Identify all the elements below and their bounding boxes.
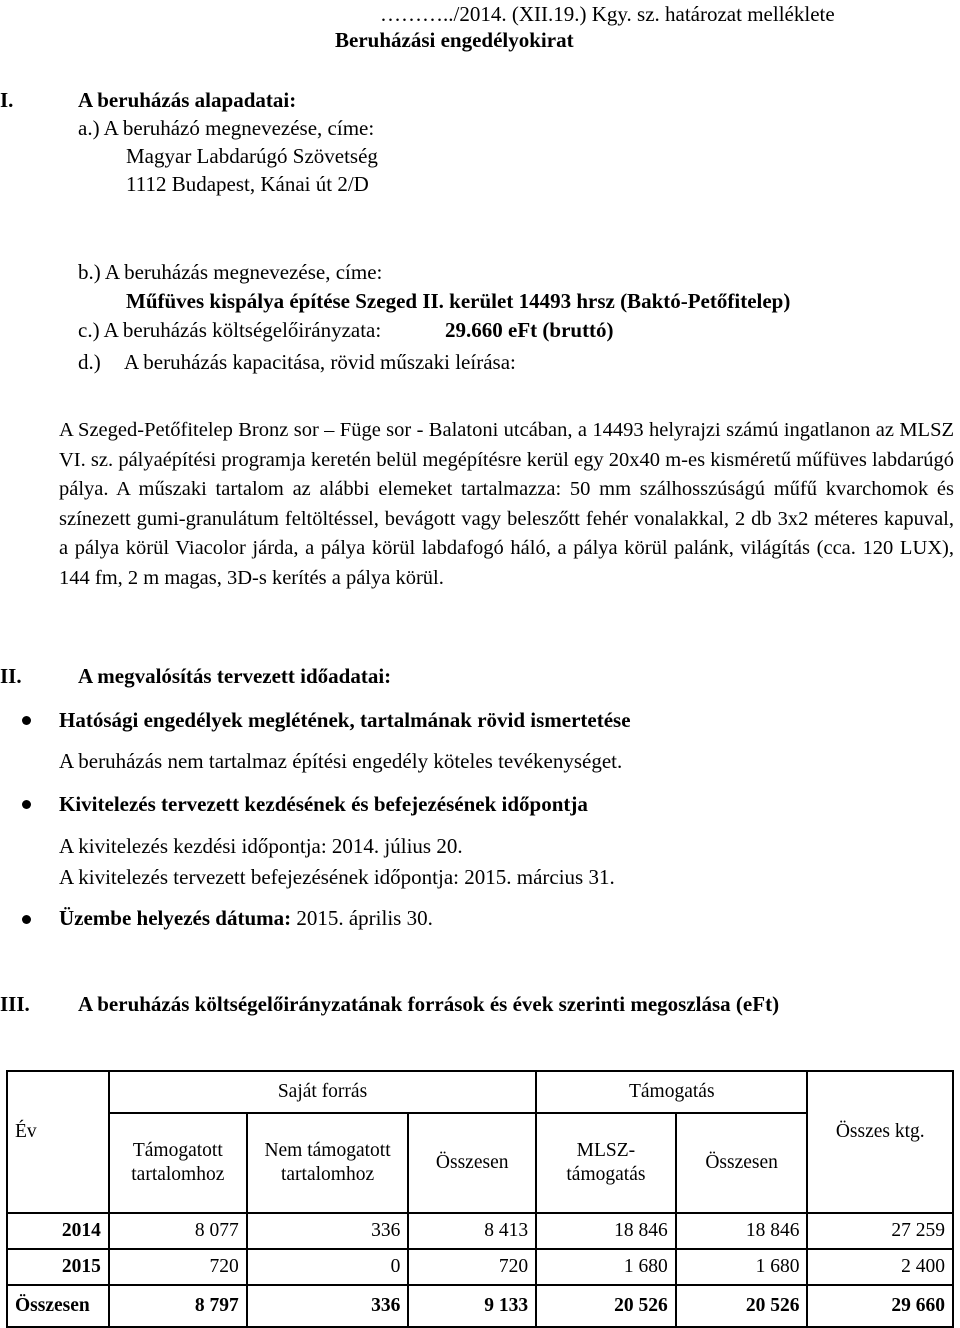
cell-supported: 720	[109, 1249, 247, 1285]
commissioning-date	[59, 906, 433, 930]
permits-text: A beruházás nem tartalmaz építési engedély köteles tevékenységet.	[59, 749, 623, 773]
section-1-heading: A beruházás alapadatai:	[78, 88, 297, 112]
sum-support-total: 20 526	[676, 1285, 808, 1327]
table-sum-row	[7, 1285, 953, 1327]
permits-heading: Hatósági engedélyek meglétének, tartalmának rövid ismertetése	[59, 708, 631, 732]
cell-own-total: 720	[408, 1249, 536, 1285]
header-year: Év	[7, 1071, 109, 1213]
investment-name-label: b.) A beruházás megnevezése, címe:	[78, 260, 383, 284]
header-supported-content: Támogatott tartalomhoz	[109, 1113, 247, 1213]
capacity-label: A beruházás kapacitása, rövid műszaki leírása:	[124, 350, 516, 374]
cell-mlsz: 1 680	[536, 1249, 676, 1285]
cost-distribution-table	[6, 1070, 954, 1328]
cell-total: 27 259	[807, 1213, 953, 1249]
investor-name: Magyar Labdarúgó Szövetség	[126, 144, 378, 168]
schedule-end: A kivitelezés tervezett befejezésének időpontja: 2015. március 31.	[59, 865, 615, 889]
cell-total: 2 400	[807, 1249, 953, 1285]
cell-support-total: 18 846	[676, 1213, 808, 1249]
header-support: Támogatás	[536, 1071, 807, 1113]
sum-total: 29 660	[807, 1285, 953, 1327]
table-row	[7, 1249, 953, 1285]
sum-not-supported: 336	[247, 1285, 409, 1327]
schedule-start: A kivitelezés kezdési időpontja: 2014. július 20.	[59, 834, 463, 858]
schedule-heading: Kivitelezés tervezett kezdésének és befejezésének időpontja	[59, 792, 588, 816]
cell-own-total: 8 413	[408, 1213, 536, 1249]
header-own-total: Összesen	[408, 1113, 536, 1213]
cell-mlsz: 18 846	[536, 1213, 676, 1249]
bullet-icon	[22, 800, 31, 809]
document-reference: ………../2014. (XII.19.) Kgy. sz. határozat melléklete	[380, 2, 835, 26]
row-year: 2015	[7, 1249, 109, 1285]
row-year: 2014	[7, 1213, 109, 1249]
section-2-heading: A megvalósítás tervezett időadatai:	[78, 664, 392, 688]
sum-own-total: 9 133	[408, 1285, 536, 1327]
investor-address: 1112 Budapest, Kánai út 2/D	[126, 172, 369, 196]
section-2-numeral: II.	[0, 664, 22, 688]
section-1-numeral: I.	[0, 88, 14, 112]
cell-support-total: 1 680	[676, 1249, 808, 1285]
bullet-icon	[22, 915, 31, 924]
investment-name-value: Műfüves kispálya építése Szeged II. kerület 14493 hrsz (Baktó-Petőfitelep)	[126, 289, 791, 313]
cell-not-supported: 0	[247, 1249, 409, 1285]
sum-label: Összesen	[7, 1285, 109, 1327]
header-own-funds: Saját forrás	[109, 1071, 536, 1113]
section-3-numeral: III.	[0, 992, 30, 1016]
document-title: Beruházási engedélyokirat	[335, 28, 574, 52]
capacity-prefix: d.)	[78, 350, 101, 374]
investor-label: a.) A beruházó megnevezése, címe:	[78, 116, 375, 140]
cost-estimate-value: 29.660 eFt (bruttó)	[445, 318, 614, 342]
header-mlsz-support: MLSZ-támogatás	[536, 1113, 676, 1213]
section-3-heading: A beruházás költségelőirányzatának források és évek szerinti megoszlása (eFt)	[78, 992, 780, 1016]
table-row	[7, 1213, 953, 1249]
commissioning-value: 2015. április 30.	[296, 906, 433, 930]
sum-mlsz: 20 526	[536, 1285, 676, 1327]
header-grand-total: Összes ktg.	[807, 1071, 953, 1213]
header-not-supported-content: Nem támogatott tartalomhoz	[247, 1113, 409, 1213]
header-support-total: Összesen	[676, 1113, 808, 1213]
cost-estimate-label: c.) A beruházás költségelőirányzata:	[78, 318, 382, 342]
cell-supported: 8 077	[109, 1213, 247, 1249]
commissioning-label: Üzembe helyezés dátuma:	[59, 906, 292, 930]
cell-not-supported: 336	[247, 1213, 409, 1249]
sum-supported: 8 797	[109, 1285, 247, 1327]
technical-description: A Szeged-Petőfitelep Bronz sor – Füge sor - Balatoni utcában, a 14493 helyrajzi számú ingatlanon az MLSZ VI. sz. pályaépítési programja keretén belül megépítésre kerül egy 20x40 m-es kisméretű műfüves labdarúgó pálya. A műszaki tartalom az alábbi elemeket tartalmazza: 50 mm szálhosszúságú műfű kvarchomok és színezett gumi-granulátum feltöltéssel, bevágott vagy beleszőtt fehér vonalakkal, 2 db 3x2 méteres kapuval, a pálya körül Viacolor járda, a pálya körül labdafogó háló, a pálya körül palánk, világítás (cca. 120 LUX), 144 fm, 2 m magas, 3D-s kerítés a pálya körül.	[59, 419, 954, 589]
bullet-icon	[22, 716, 31, 725]
